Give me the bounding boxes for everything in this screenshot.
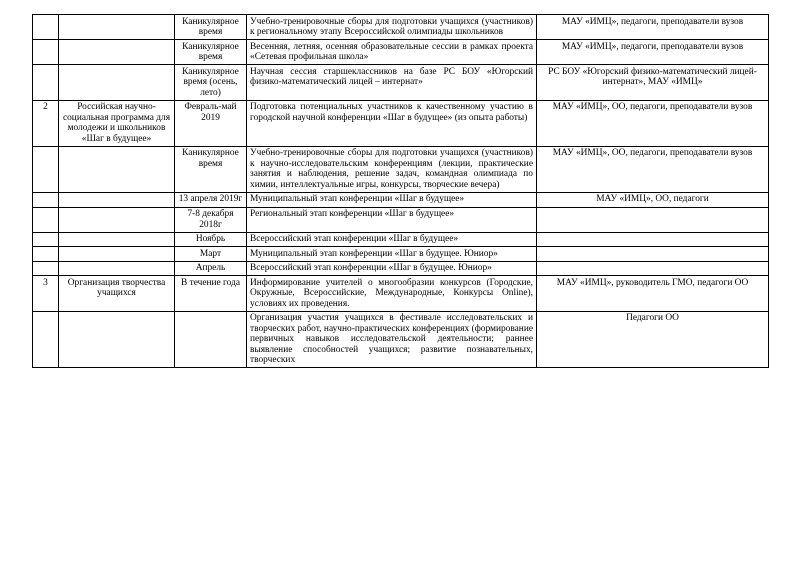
row-name	[59, 311, 175, 368]
row-description: Учебно-тренировочные сборы для подготовки учащихся (участников) к научно-исследовательским конференциям (лекции, практические занятия и наблюдения, решение задач, командная олимпиада по химии, интеллектуальные игры, конкурсы, творческие вечера)	[247, 146, 537, 192]
row-number: 3	[33, 276, 59, 312]
table-row	[33, 100, 769, 146]
row-number	[33, 15, 59, 40]
row-date: 7-8 декабря 2018г	[175, 207, 247, 232]
row-number	[33, 146, 59, 192]
row-description: Весенняя, летняя, осенняя образовательные сессии в рамках проекта «Сетевая профильная школа»	[247, 40, 537, 65]
row-description: Муниципальный этап конференции «Шаг в будущее»	[247, 192, 537, 207]
row-date: Апрель	[175, 261, 247, 276]
table-row	[33, 207, 769, 232]
row-description: Учебно-тренировочные сборы для подготовки учащихся (участников) к региональному этапу Всероссийской олимпиады школьников	[247, 15, 537, 40]
row-name	[59, 261, 175, 276]
row-number	[33, 311, 59, 368]
table-row	[33, 276, 769, 312]
row-description: Информирование учителей о многообразии конкурсов (Городские, Окружные, Всероссийские, Международные, Конкурсы Online), условиях их проведения.	[247, 276, 537, 312]
activity-plan-table	[32, 14, 769, 368]
row-responsible	[537, 261, 769, 276]
row-number	[33, 192, 59, 207]
row-description: Муниципальный этап конференции «Шаг в будущее. Юниор»	[247, 247, 537, 262]
table-row	[33, 146, 769, 192]
row-description: Организация участия учащихся в фестивале исследовательских и творческих работ, научно-практических конференциях (формирование первичных навыков исследовательской деятельности; раннее выявление способностей учащихся; развитие познавательных, творческих	[247, 311, 537, 368]
table-row	[33, 247, 769, 262]
row-date: Каникулярное время	[175, 40, 247, 65]
table-row	[33, 65, 769, 101]
row-name	[59, 65, 175, 101]
row-number: 2	[33, 100, 59, 146]
table-body	[33, 15, 769, 368]
row-responsible: Педагоги ОО	[537, 311, 769, 368]
row-number	[33, 65, 59, 101]
row-responsible: РС БОУ «Югорский физико-математический лицей-интернат», МАУ «ИМЦ»	[537, 65, 769, 101]
row-responsible	[537, 247, 769, 262]
row-description: Научная сессия старшеклассников на базе РС БОУ «Югорский физико-математический лицей – интернат»	[247, 65, 537, 101]
row-date: Каникулярное время	[175, 15, 247, 40]
row-name	[59, 207, 175, 232]
row-responsible: МАУ «ИМЦ», ОО, педагоги, преподаватели вузов	[537, 146, 769, 192]
row-date: Каникулярное время (осень, лето)	[175, 65, 247, 101]
row-number	[33, 247, 59, 262]
table-row	[33, 232, 769, 247]
row-responsible	[537, 207, 769, 232]
table-row	[33, 15, 769, 40]
table-row	[33, 311, 769, 368]
row-number	[33, 40, 59, 65]
row-number	[33, 207, 59, 232]
row-date: 13 апреля 2019г	[175, 192, 247, 207]
row-date: Каникулярное время	[175, 146, 247, 192]
table-row	[33, 261, 769, 276]
row-name	[59, 146, 175, 192]
row-responsible: МАУ «ИМЦ», ОО, педагоги	[537, 192, 769, 207]
row-name: Российская научно-социальная программа для молодежи и школьников «Шаг в будущее»	[59, 100, 175, 146]
row-name	[59, 232, 175, 247]
table-row	[33, 192, 769, 207]
row-description: Всероссийский этап конференции «Шаг в будущее»	[247, 232, 537, 247]
row-responsible	[537, 232, 769, 247]
row-date: Март	[175, 247, 247, 262]
row-name	[59, 15, 175, 40]
row-responsible: МАУ «ИМЦ», педагоги, преподаватели вузов	[537, 40, 769, 65]
row-responsible: МАУ «ИМЦ», руководитель ГМО, педагоги ОО	[537, 276, 769, 312]
row-name	[59, 192, 175, 207]
row-date: Февраль-май 2019	[175, 100, 247, 146]
row-number	[33, 261, 59, 276]
row-description: Региональный этап конференции «Шаг в будущее»	[247, 207, 537, 232]
row-description: Всероссийский этап конференции «Шаг в будущее. Юниор»	[247, 261, 537, 276]
row-name	[59, 247, 175, 262]
row-date: В течение года	[175, 276, 247, 312]
row-description: Подготовка потенциальных участников к качественному участию в городской научной конференции «Шаг в будущее» (из опыта работы)	[247, 100, 537, 146]
row-name	[59, 40, 175, 65]
row-date: Ноябрь	[175, 232, 247, 247]
row-name: Организация творчества учащихся	[59, 276, 175, 312]
row-number	[33, 232, 59, 247]
row-date	[175, 311, 247, 368]
row-responsible: МАУ «ИМЦ», ОО, педагоги, преподаватели вузов	[537, 100, 769, 146]
row-responsible: МАУ «ИМЦ», педагоги, преподаватели вузов	[537, 15, 769, 40]
table-row	[33, 40, 769, 65]
